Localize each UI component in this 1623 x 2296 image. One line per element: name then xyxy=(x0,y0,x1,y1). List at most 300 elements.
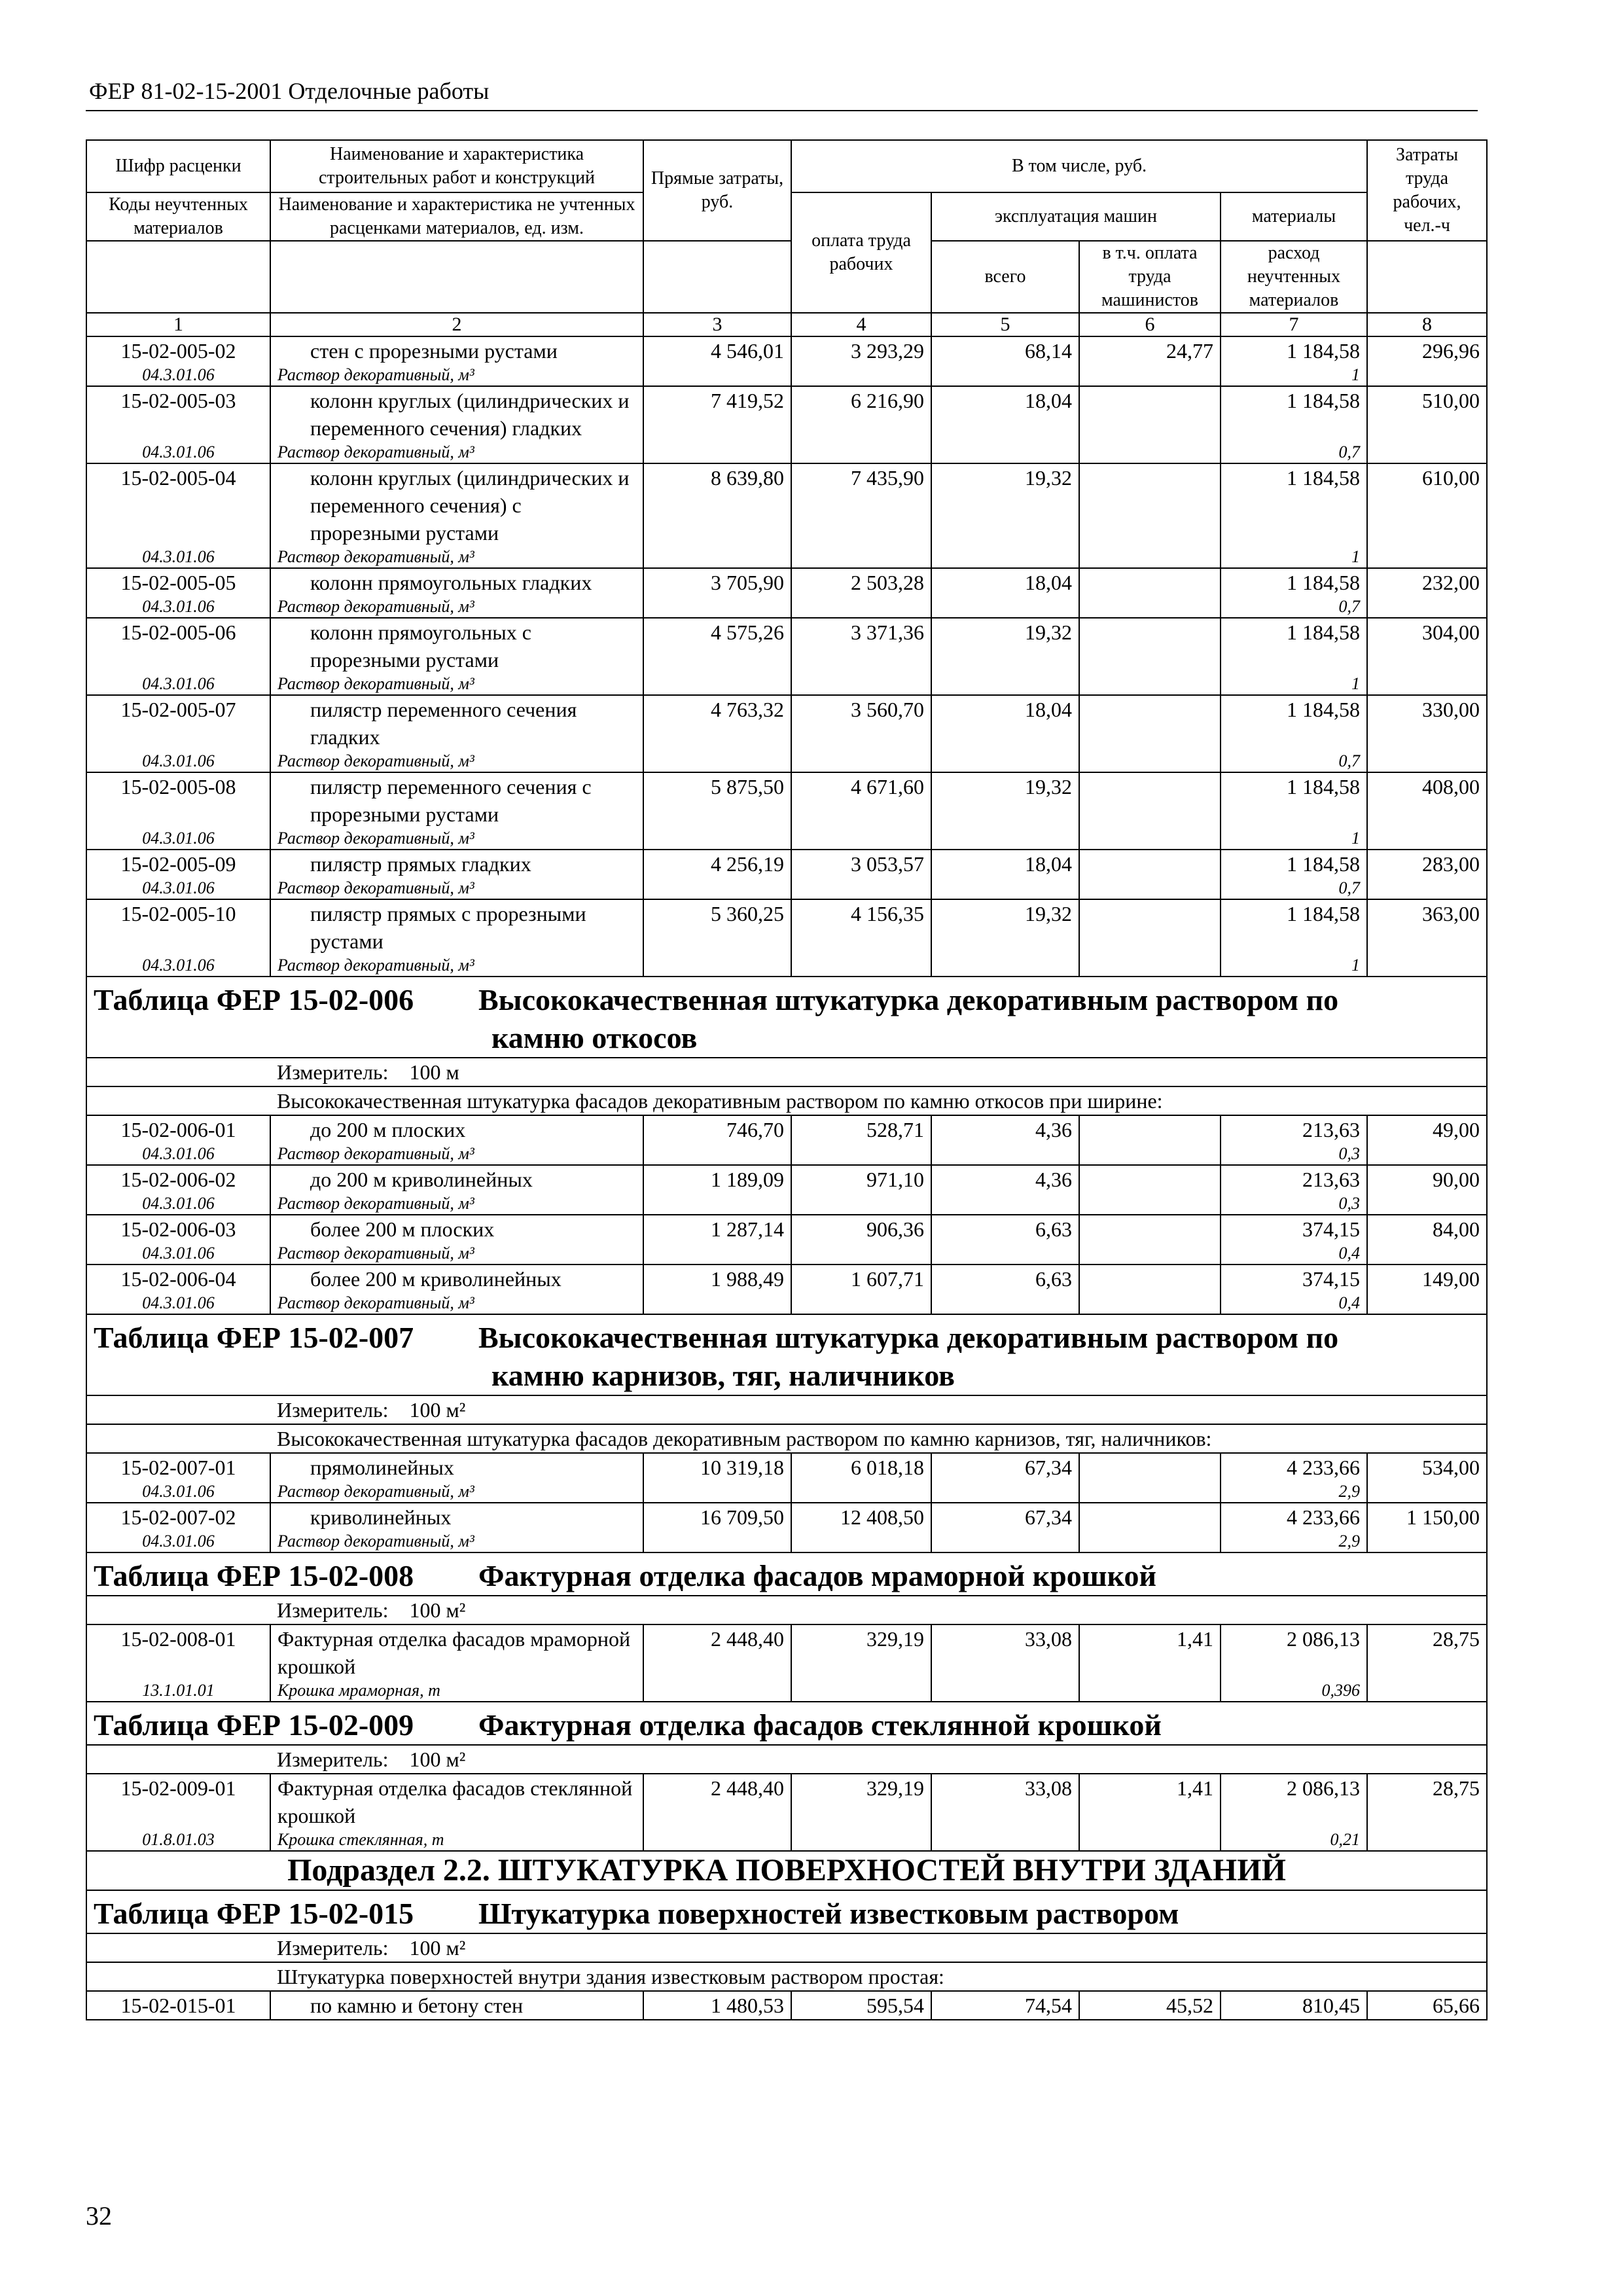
col-number: 7 xyxy=(1221,313,1367,336)
material-quantity: 2,9 xyxy=(1338,1532,1361,1551)
machines-cost-value: 67,34 xyxy=(1025,1456,1072,1479)
machines-cost xyxy=(931,1624,1079,1702)
measure-unit: 100 м² xyxy=(409,1398,466,1422)
measure-unit: 100 м² xyxy=(409,1748,466,1771)
direct-cost-value: 4 575,26 xyxy=(711,620,784,644)
direct-cost-value: 1 988,49 xyxy=(711,1267,784,1291)
materials-cost: 1 184,58 xyxy=(1287,852,1361,876)
section-title: Подраздел 2.2. ШТУКАТУРКА ПОВЕРХНОСТЕЙ ВНУТРИ ЗДАНИЙ xyxy=(86,1851,1487,1890)
machines-cost-value: 4,36 xyxy=(1035,1118,1072,1141)
rate-code-cell xyxy=(86,336,270,386)
machines-cost: 74,54 xyxy=(931,1991,1079,2020)
measure-unit: 100 м xyxy=(409,1060,459,1084)
rate-name-cell xyxy=(270,1115,643,1165)
wage-cost-value: 329,19 xyxy=(866,1627,924,1651)
table-title xyxy=(86,1890,1487,1933)
material-name: Раствор декоративный, м³ xyxy=(277,442,474,461)
labor-cost xyxy=(1367,463,1487,568)
labor-cost xyxy=(1367,899,1487,977)
wage-cost: 595,54 xyxy=(791,1991,931,2020)
materials-cost: 810,45 xyxy=(1221,1991,1367,2020)
material-code: 04.3.01.06 xyxy=(142,1194,215,1213)
wage-cost-value: 329,19 xyxy=(866,1776,924,1800)
material-quantity: 2,9 xyxy=(1338,1482,1361,1501)
machines-wage xyxy=(1079,772,1221,850)
labor-cost-value: 1 150,00 xyxy=(1406,1505,1480,1529)
direct-cost-value: 5 875,50 xyxy=(711,775,784,798)
machines-cost xyxy=(931,1265,1079,1314)
labor-cost-value: 534,00 xyxy=(1422,1456,1480,1479)
material-code: 04.3.01.06 xyxy=(142,1293,215,1312)
material-quantity: 0,7 xyxy=(1338,597,1361,616)
table-title-line1: Фактурная отделка фасадов стеклянной крошкой xyxy=(478,1708,1162,1742)
rate-code: 15-02-006-03 xyxy=(120,1217,236,1241)
rate-name-cell xyxy=(270,568,643,618)
machines-cost-value: 33,08 xyxy=(1025,1627,1072,1651)
materials-cell xyxy=(1221,336,1367,386)
machines-wage xyxy=(1079,850,1221,899)
rate-name: прямолинейных xyxy=(310,1456,454,1479)
wage-cost-value: 6 216,90 xyxy=(851,389,924,412)
materials-cell xyxy=(1221,1774,1367,1851)
materials-cost: 1 184,58 xyxy=(1287,698,1361,721)
rate-code-cell xyxy=(86,1165,270,1215)
header-blank-4 xyxy=(1367,241,1487,313)
machines-wage-value: 1,41 xyxy=(1177,1776,1213,1800)
table-label: Таблица ФЕР 15-02-006 xyxy=(94,983,414,1016)
direct-cost xyxy=(643,618,791,695)
materials-cost: 213,63 xyxy=(1302,1168,1361,1191)
materials-cost: 1 184,58 xyxy=(1287,775,1361,798)
labor-cost-value: 304,00 xyxy=(1422,620,1480,644)
direct-cost-value: 7 419,52 xyxy=(711,389,784,412)
machines-cost-value: 19,32 xyxy=(1025,775,1072,798)
materials-cell xyxy=(1221,772,1367,850)
materials-cell xyxy=(1221,1624,1367,1702)
header-materials-use: расход неучтенных материалов xyxy=(1221,241,1367,313)
table-title xyxy=(86,977,1487,1058)
machines-wage xyxy=(1079,336,1221,386)
machines-cost xyxy=(931,850,1079,899)
measure-row xyxy=(86,1058,1487,1086)
machines-cost xyxy=(931,618,1079,695)
machines-cost xyxy=(931,1215,1079,1265)
direct-cost xyxy=(643,1265,791,1314)
machines-cost-value: 6,63 xyxy=(1035,1217,1072,1241)
rate-code: 15-02-005-05 xyxy=(120,571,236,594)
rate-code-cell xyxy=(86,1115,270,1165)
rate-code: 15-02-007-02 xyxy=(120,1505,236,1529)
rate-code: 15-02-005-04 xyxy=(120,466,236,490)
machines-cost-value: 19,32 xyxy=(1025,620,1072,644)
rate-code-cell xyxy=(86,1624,270,1702)
machines-cost xyxy=(931,1115,1079,1165)
wage-cost xyxy=(791,772,931,850)
machines-cost-value: 68,14 xyxy=(1025,339,1072,363)
table-title-line2: камню откосов xyxy=(491,1021,698,1054)
direct-cost xyxy=(643,1624,791,1702)
material-quantity: 1 xyxy=(1351,365,1361,384)
materials-cell xyxy=(1221,695,1367,772)
wage-cost-value: 3 293,29 xyxy=(851,339,924,363)
labor-cost xyxy=(1367,1453,1487,1503)
machines-cost-value: 18,04 xyxy=(1025,571,1072,594)
labor-cost-value: 296,96 xyxy=(1422,339,1480,363)
table-009-rows xyxy=(86,1774,1487,1851)
rate-code: 15-02-007-01 xyxy=(120,1456,236,1479)
material-name: Раствор декоративный, м³ xyxy=(277,365,474,384)
direct-cost xyxy=(643,336,791,386)
rate-code-cell xyxy=(86,695,270,772)
machines-wage xyxy=(1079,899,1221,977)
direct-cost-value: 4 546,01 xyxy=(711,339,784,363)
material-quantity: 0,7 xyxy=(1338,442,1361,461)
table-title-line2: камню карнизов, тяг, наличников xyxy=(491,1359,955,1392)
material-quantity: 1 xyxy=(1351,956,1361,975)
labor-cost-value: 28,75 xyxy=(1433,1627,1480,1651)
table-title xyxy=(86,1314,1487,1395)
materials-cell xyxy=(1221,463,1367,568)
table-row xyxy=(86,695,1487,772)
materials-cell xyxy=(1221,1265,1367,1314)
material-code: 13.1.01.01 xyxy=(142,1681,215,1700)
labor-cost xyxy=(1367,568,1487,618)
table-009 xyxy=(86,1702,1487,1774)
header-machines: эксплуатация машин xyxy=(931,192,1221,241)
material-name: Раствор декоративный, м³ xyxy=(277,597,474,616)
rate-name-cell xyxy=(270,1624,643,1702)
machines-wage xyxy=(1079,1165,1221,1215)
wage-cost xyxy=(791,1265,931,1314)
rate-name-cell xyxy=(270,1165,643,1215)
material-quantity: 0,4 xyxy=(1338,1293,1361,1312)
measure-label: Измеритель: xyxy=(277,1060,389,1084)
table-row xyxy=(86,1115,1487,1165)
machines-wage: 45,52 xyxy=(1079,1991,1221,2020)
wage-cost xyxy=(791,850,931,899)
materials-cost: 374,15 xyxy=(1302,1267,1361,1291)
material-code: 04.3.01.06 xyxy=(142,1482,215,1501)
machines-wage xyxy=(1079,1265,1221,1314)
material-quantity: 0,7 xyxy=(1338,751,1361,770)
material-code: 04.3.01.06 xyxy=(142,597,215,616)
materials-cell xyxy=(1221,1215,1367,1265)
table-row xyxy=(86,850,1487,899)
rate-name-cell xyxy=(270,850,643,899)
direct-cost-value: 2 448,40 xyxy=(711,1776,784,1800)
machines-cost-value: 67,34 xyxy=(1025,1505,1072,1529)
direct-cost xyxy=(643,772,791,850)
material-name: Раствор декоративный, м³ xyxy=(277,1482,474,1501)
rate-name: колонн круглых (цилиндрических и переменного сечения) с прорезными рустами xyxy=(310,466,630,545)
material-code: 04.3.01.06 xyxy=(142,547,215,566)
col-number: 5 xyxy=(931,313,1079,336)
rate-name-cell xyxy=(270,336,643,386)
material-code: 04.3.01.06 xyxy=(142,829,215,848)
direct-cost-value: 4 256,19 xyxy=(711,852,784,876)
material-name: Раствор декоративный, м³ xyxy=(277,674,474,693)
measure-unit: 100 м² xyxy=(409,1936,466,1960)
rate-code: 15-02-009-01 xyxy=(120,1776,236,1800)
machines-cost-value: 18,04 xyxy=(1025,389,1072,412)
rate-code-cell xyxy=(86,463,270,568)
wage-cost xyxy=(791,1115,931,1165)
direct-cost xyxy=(643,899,791,977)
machines-wage-value: 24,77 xyxy=(1166,339,1213,363)
wage-cost xyxy=(791,1774,931,1851)
rate-code-cell xyxy=(86,1774,270,1851)
direct-cost-value: 1 189,09 xyxy=(711,1168,784,1191)
wage-cost xyxy=(791,463,931,568)
machines-cost xyxy=(931,568,1079,618)
material-name: Раствор декоративный, м³ xyxy=(277,547,474,566)
direct-cost xyxy=(643,695,791,772)
wage-cost-value: 3 371,36 xyxy=(851,620,924,644)
machines-cost-value: 33,08 xyxy=(1025,1776,1072,1800)
rate-code: 15-02-005-02 xyxy=(120,339,236,363)
wage-cost xyxy=(791,899,931,977)
rate-code: 15-02-005-09 xyxy=(120,852,236,876)
material-quantity: 0,7 xyxy=(1338,878,1361,897)
wage-cost xyxy=(791,1624,931,1702)
table-row xyxy=(86,1774,1487,1851)
labor-cost xyxy=(1367,1624,1487,1702)
materials-cost: 213,63 xyxy=(1302,1118,1361,1141)
labor-cost-value: 149,00 xyxy=(1422,1267,1480,1291)
material-name: Раствор декоративный, м³ xyxy=(277,1194,474,1213)
table-row xyxy=(86,899,1487,977)
machines-wage xyxy=(1079,463,1221,568)
direct-cost xyxy=(643,463,791,568)
material-name: Раствор декоративный, м³ xyxy=(277,1244,474,1263)
header-blank-2 xyxy=(270,241,643,313)
wage-cost-value: 3 560,70 xyxy=(851,698,924,721)
materials-cell xyxy=(1221,386,1367,463)
labor-cost-value: 49,00 xyxy=(1433,1118,1480,1141)
rate-name: колонн прямоугольных гладких xyxy=(310,571,592,594)
labor-cost xyxy=(1367,1265,1487,1314)
materials-cost: 1 184,58 xyxy=(1287,620,1361,644)
table-row xyxy=(86,336,1487,386)
direct-cost xyxy=(643,850,791,899)
rate-code: 15-02-005-06 xyxy=(120,620,236,644)
rate-name: более 200 м криволинейных xyxy=(310,1267,562,1291)
direct-cost xyxy=(643,1774,791,1851)
rate-code: 15-02-006-04 xyxy=(120,1267,236,1291)
rate-code: 15-02-005-08 xyxy=(120,775,236,798)
rate-code-cell xyxy=(86,568,270,618)
machines-cost xyxy=(931,463,1079,568)
section-2-2 xyxy=(86,1851,1487,1890)
wage-cost-value: 906,36 xyxy=(866,1217,924,1241)
materials-cost: 1 184,58 xyxy=(1287,571,1361,594)
wage-cost xyxy=(791,695,931,772)
material-quantity: 0,396 xyxy=(1321,1681,1361,1700)
table-006 xyxy=(86,977,1487,1115)
labor-cost-value: 610,00 xyxy=(1422,466,1480,490)
header-blank-1 xyxy=(86,241,270,313)
labor-cost xyxy=(1367,772,1487,850)
direct-cost-value: 2 448,40 xyxy=(711,1627,784,1651)
machines-cost xyxy=(931,695,1079,772)
material-code: 04.3.01.06 xyxy=(142,751,215,770)
header-wage: оплата труда рабочих xyxy=(791,192,931,313)
table-title xyxy=(86,1552,1487,1596)
col-number: 8 xyxy=(1367,313,1487,336)
materials-cell xyxy=(1221,850,1367,899)
rate-name-cell xyxy=(270,1503,643,1552)
header-unaccounted-codes: Коды неучтенных материалов xyxy=(86,192,270,241)
labor-cost xyxy=(1367,1503,1487,1552)
material-quantity: 1 xyxy=(1351,674,1361,693)
direct-cost xyxy=(643,1115,791,1165)
material-name: Раствор декоративный, м³ xyxy=(277,1532,474,1551)
rates-table xyxy=(86,139,1488,2020)
direct-cost-value: 4 763,32 xyxy=(711,698,784,721)
wage-cost xyxy=(791,1165,931,1215)
direct-cost-value: 16 709,50 xyxy=(700,1505,784,1529)
material-code: 04.3.01.06 xyxy=(142,674,215,693)
measure-row xyxy=(86,1395,1487,1424)
materials-cell xyxy=(1221,568,1367,618)
direct-cost-value: 5 360,25 xyxy=(711,902,784,925)
table-row xyxy=(86,1503,1487,1552)
machines-wage xyxy=(1079,695,1221,772)
table-label: Таблица ФЕР 15-02-009 xyxy=(94,1708,414,1742)
rate-code-cell xyxy=(86,1215,270,1265)
table-row xyxy=(86,1165,1487,1215)
table-title-line1: Высококачественная штукатурка декоративным раствором по xyxy=(478,1321,1339,1354)
header-rule xyxy=(86,110,1478,111)
machines-cost-value: 19,32 xyxy=(1025,902,1072,925)
rate-code: 15-02-005-03 xyxy=(120,389,236,412)
table-row xyxy=(86,772,1487,850)
labor-cost xyxy=(1367,695,1487,772)
direct-cost-value: 3 705,90 xyxy=(711,571,784,594)
material-quantity: 1 xyxy=(1351,829,1361,848)
table-008-rows xyxy=(86,1624,1487,1702)
rate-name-cell xyxy=(270,899,643,977)
table-title-line1: Фактурная отделка фасадов мраморной крошкой xyxy=(478,1559,1156,1592)
wage-cost xyxy=(791,1215,931,1265)
table-label: Таблица ФЕР 15-02-015 xyxy=(94,1897,414,1930)
page-number: 32 xyxy=(86,2201,112,2231)
wage-cost-value: 12 408,50 xyxy=(840,1505,924,1529)
rate-code-cell xyxy=(86,772,270,850)
wage-cost-value: 971,10 xyxy=(866,1168,924,1191)
subtitle-row: Штукатурка поверхностей внутри здания известковым раствором простая: xyxy=(86,1962,1487,1991)
header-name: Наименование и характеристика строительных работ и конструкций xyxy=(270,140,643,192)
labor-cost-value: 84,00 xyxy=(1433,1217,1480,1241)
rate-code: 15-02-008-01 xyxy=(120,1627,236,1651)
direct-cost xyxy=(643,386,791,463)
materials-cost: 4 233,66 xyxy=(1287,1456,1361,1479)
material-quantity: 1 xyxy=(1351,547,1361,566)
machines-cost xyxy=(931,1165,1079,1215)
rate-code-cell xyxy=(86,386,270,463)
table-header xyxy=(86,140,1487,336)
materials-cell xyxy=(1221,1165,1367,1215)
labor-cost-value: 283,00 xyxy=(1422,852,1480,876)
measure-label: Измеритель: xyxy=(277,1398,389,1422)
measure-label: Измеритель: xyxy=(277,1598,389,1622)
table-title xyxy=(86,1702,1487,1745)
material-name: Раствор декоративный, м³ xyxy=(277,751,474,770)
material-code: 04.3.01.06 xyxy=(142,442,215,461)
table-title-line1: Высококачественная штукатурка декоративным раствором по xyxy=(478,983,1339,1016)
machines-cost-value: 18,04 xyxy=(1025,852,1072,876)
machines-wage-value: 1,41 xyxy=(1177,1627,1213,1651)
labor-cost xyxy=(1367,1774,1487,1851)
labor-cost xyxy=(1367,618,1487,695)
direct-cost-value: 10 319,18 xyxy=(700,1456,784,1479)
rate-code: 15-02-005-10 xyxy=(120,902,236,925)
wage-cost-value: 4 671,60 xyxy=(851,775,924,798)
page-header: ФЕР 81-02-15-2001 Отделочные работы xyxy=(89,78,490,104)
direct-cost xyxy=(643,568,791,618)
labor-cost xyxy=(1367,1165,1487,1215)
material-code: 04.3.01.06 xyxy=(142,1144,215,1163)
rate-name: по камню и бетону стен xyxy=(270,1991,643,2020)
machines-cost-value: 4,36 xyxy=(1035,1168,1072,1191)
machines-cost xyxy=(931,1503,1079,1552)
measure-row xyxy=(86,1596,1487,1624)
subtitle-row: Высококачественная штукатурка фасадов декоративным раствором по камню карнизов, тяг, наличников: xyxy=(86,1424,1487,1453)
table-005-rows xyxy=(86,336,1487,977)
wage-cost-value: 528,71 xyxy=(866,1118,924,1141)
table-007 xyxy=(86,1314,1487,1453)
direct-cost-value: 8 639,80 xyxy=(711,466,784,490)
machines-cost-value: 18,04 xyxy=(1025,698,1072,721)
labor-cost xyxy=(1367,1215,1487,1265)
direct-cost: 1 480,53 xyxy=(643,1991,791,2020)
wage-cost-value: 4 156,35 xyxy=(851,902,924,925)
machines-wage xyxy=(1079,386,1221,463)
table-row xyxy=(86,386,1487,463)
wage-cost xyxy=(791,568,931,618)
rate-code-cell xyxy=(86,1265,270,1314)
material-code: 01.8.01.03 xyxy=(142,1830,215,1849)
material-name: Крошка мраморная, т xyxy=(277,1681,440,1700)
header-machines-wage: в т.ч. оплата труда машинистов xyxy=(1079,241,1221,313)
labor-cost-value: 408,00 xyxy=(1422,775,1480,798)
header-labor: Затраты труда рабочих, чел.-ч xyxy=(1367,140,1487,241)
table-row xyxy=(86,1265,1487,1314)
machines-cost xyxy=(931,336,1079,386)
rate-code: 15-02-006-01 xyxy=(120,1118,236,1141)
rate-code-cell xyxy=(86,899,270,977)
rate-name-cell xyxy=(270,772,643,850)
labor-cost-value: 28,75 xyxy=(1433,1776,1480,1800)
table-row xyxy=(86,1453,1487,1503)
rate-name: стен с прорезными рустами xyxy=(310,339,558,363)
materials-cell xyxy=(1221,618,1367,695)
rate-name-cell xyxy=(270,618,643,695)
wage-cost-value: 1 607,71 xyxy=(851,1267,924,1291)
material-code: 04.3.01.06 xyxy=(142,365,215,384)
table-007-rows xyxy=(86,1453,1487,1552)
labor-cost xyxy=(1367,336,1487,386)
labor-cost xyxy=(1367,850,1487,899)
direct-cost xyxy=(643,1215,791,1265)
machines-cost xyxy=(931,386,1079,463)
rate-code: 15-02-005-07 xyxy=(120,698,236,721)
rate-name: Фактурная отделка фасадов стеклянной крошкой xyxy=(277,1776,633,1827)
rate-name: более 200 м плоских xyxy=(310,1217,495,1241)
machines-cost xyxy=(931,1453,1079,1503)
wage-cost xyxy=(791,1453,931,1503)
table-015 xyxy=(86,1890,1487,2020)
